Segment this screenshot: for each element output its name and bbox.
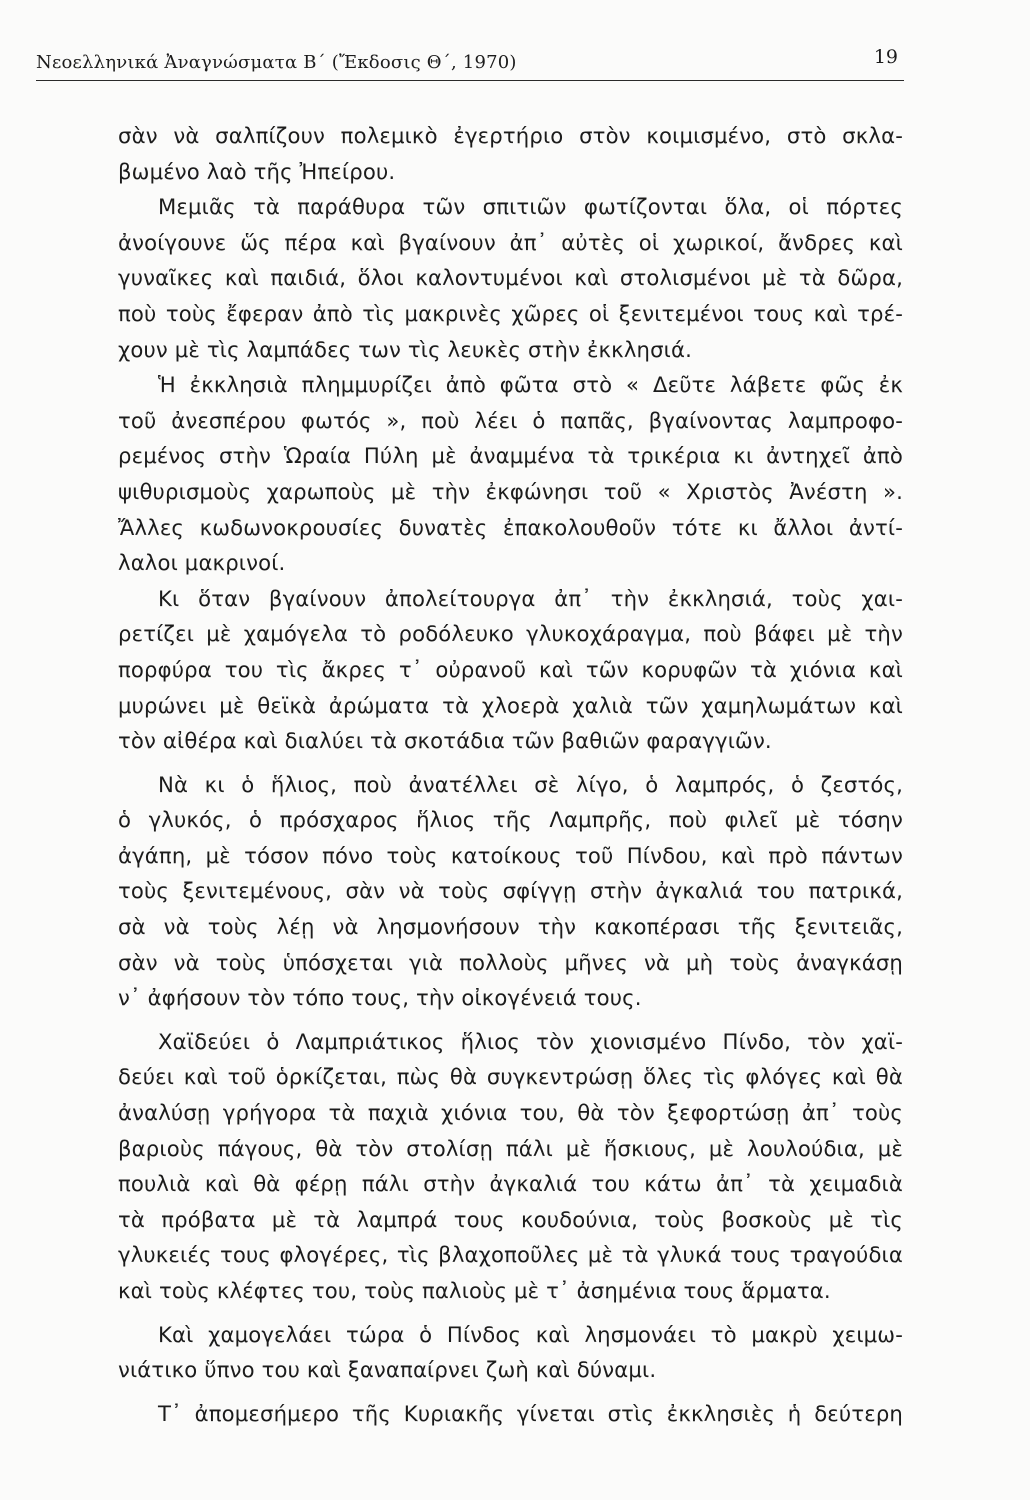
paragraph-gap	[118, 1016, 903, 1024]
text-line: χουν μὲ τὶς λαμπάδες των τὶς λευκὲς στὴν ἐκκλησιά.	[118, 336, 692, 362]
paragraph-first-line: Τ᾽ ἀπομεσήμερο τῆς Κυριακῆς γίνεται στὶς ἐκκλησιὲς ἡ δεύτερη	[158, 1400, 903, 1426]
page-number: 19	[873, 46, 898, 68]
text-line: τὸν αἰθέρα καὶ διαλύει τὰ σκοτάδια τῶν βαθιῶν φαραγγιῶν.	[118, 728, 772, 754]
text-line: ρεμένος στὴν Ὡραία Πύλη μὲ ἀναμμένα τὰ τρικέρια κι ἀντηχεῖ ἀπὸ	[118, 443, 903, 469]
paragraph-first-line: Μεμιᾶς τὰ παράθυρα τῶν σπιτιῶν φωτίζονται ὅλα, οἱ πόρτες	[158, 194, 903, 220]
text-line: ἀγάπη, μὲ τόσον πόνο τοὺς κατοίκους τοῦ Πίνδου, καὶ πρὸ πάντων	[118, 842, 903, 868]
paragraph-first-line: Νὰ κι ὁ ἥλιος, ποὺ ἀνατέλλει σὲ λίγο, ὁ λαμπρός, ὁ ζεστός,	[158, 771, 903, 797]
text-line: βαριοὺς πάγους, θὰ τὸν στολίσῃ πάλι μὲ ἥσκιους, μὲ λουλούδια, μὲ	[118, 1135, 903, 1161]
text-line: γλυκειές τους φλογέρες, τὶς βλαχοποῦλες μὲ τὰ γλυκά τους τραγούδια	[118, 1242, 903, 1268]
text-line: τοῦ ἀνεσπέρου φωτός », ποὺ λέει ὁ παπᾶς, βγαίνοντας λαμπροφο-	[118, 407, 903, 433]
text-line: ψιθυρισμοὺς χαρωποὺς μὲ τὴν ἐκφώνησι τοῦ « Χριστὸς Ἀνέστη ».	[118, 478, 903, 504]
text-line: ν᾽ ἀφήσουν τὸν τόπο τους, τὴν οἰκογένειά τους.	[118, 985, 642, 1011]
text-line: ὁ γλυκός, ὁ πρόσχαρος ἥλιος τῆς Λαμπρῆς, ποὺ φιλεῖ μὲ τόσην	[118, 807, 903, 833]
text-line: γυναῖκες καὶ παιδιά, ὅλοι καλοντυμένοι καὶ στολισμένοι μὲ τὰ δῶρα,	[118, 265, 903, 291]
paragraph-gap	[118, 759, 903, 767]
text-line: πορφύρα του τὶς ἄκρες τ᾽ οὐρανοῦ καὶ τῶν κορυφῶν τὰ χιόνια καὶ	[118, 656, 903, 682]
text-line: ἀναλύσῃ γρήγορα τὰ παχιὰ χιόνια του, θὰ τὸν ξεφορτώσῃ ἀπ᾽ τοὺς	[118, 1100, 903, 1126]
text-line: τὰ πρόβατα μὲ τὰ λαμπρά τους κουδούνια, τοὺς βοσκοὺς μὲ τὶς	[118, 1206, 903, 1232]
text-line: ἀνοίγουνε ὥς πέρα καὶ βγαίνουν ἀπ᾽ αὐτὲς οἱ χωρικοί, ἄνδρες καὶ	[118, 229, 903, 255]
header-title: Νεοελληνικά Ἀναγνώσματα Β΄ (Ἔκδοσις Θ΄, 1970)	[36, 52, 517, 73]
text-line: καὶ τοὺς κλέφτες του, τοὺς παλιοὺς μὲ τ᾽ ἀσημένια τους ἅρματα.	[118, 1278, 831, 1303]
running-header	[36, 46, 904, 81]
text-line: λαλοι μακρινοί.	[118, 550, 286, 576]
text-line: σὰν νὰ σαλπίζουν πολεμικὸ ἐγερτήριο στὸν κοιμισμένο, στὸ σκλα-	[118, 123, 903, 148]
paragraph-first-line: Ἡ ἐκκλησιὰ πλημμυρίζει ἀπὸ φῶτα στὸ « Δεῦτε λάβετε φῶς ἐκ	[158, 372, 903, 398]
paragraph-gap	[118, 1309, 903, 1317]
text-line: τοὺς ξενιτεμένους, σὰν νὰ τοὺς σφίγγῃ στὴν ἀγκαλιά του πατρικά,	[118, 878, 903, 904]
text-line: Ἄλλες κωδωνοκρουσίες δυνατὲς ἐπακολουθοῦν τότε κι ἄλλοι ἀντί-	[118, 514, 903, 540]
text-line: σὰν νὰ τοὺς ὑπόσχεται γιὰ πολλοὺς μῆνες νὰ μὴ τοὺς ἀναγκάσῃ	[118, 949, 903, 975]
text-line: βωμένο λαὸ τῆς Ἠπείρου.	[118, 158, 396, 184]
text-line: ρετίζει μὲ χαμόγελα τὸ ροδόλευκο γλυκοχάραγμα, ποὺ βάφει μὲ τὴν	[118, 621, 903, 647]
paragraph-first-line: Κι ὅταν βγαίνουν ἀπολείτουργα ἀπ᾽ τὴν ἐκκλησιά, τοὺς χαι-	[158, 585, 903, 611]
text-line: σὰ νὰ τοὺς λέῃ νὰ λησμονήσουν τὴν κακοπέρασι τῆς ξενιτειᾶς,	[118, 914, 903, 940]
paragraph-gap	[118, 1388, 903, 1396]
text-line: πουλιὰ καὶ θὰ φέρῃ πάλι στὴν ἀγκαλιά του κάτω ἀπ᾽ τὰ χειμαδιὰ	[118, 1171, 903, 1197]
body-text	[118, 118, 903, 1431]
text-line: δεύει καὶ τοῦ ὁρκίζεται, πὼς θὰ συγκεντρώσῃ ὅλες τὶς φλόγες καὶ θὰ	[118, 1064, 903, 1090]
text-line: ποὺ τοὺς ἔφεραν ἀπὸ τὶς μακρινὲς χῶρες οἱ ξενιτεμένοι τους καὶ τρέ-	[118, 300, 903, 326]
text-line: μυρώνει μὲ θεϊκὰ ἀρώματα τὰ χλοερὰ χαλιὰ τῶν χαμηλωμάτων καὶ	[118, 692, 903, 718]
paragraph-first-line: Καὶ χαμογελάει τώρα ὁ Πίνδος καὶ λησμονάει τὸ μακρὺ χειμω-	[158, 1321, 903, 1347]
text-line: νιάτικο ὕπνο του καὶ ξαναπαίρνει ζωὴ καὶ δύναμι.	[118, 1357, 657, 1383]
paragraph-first-line: Χαϊδεύει ὁ Λαμπριάτικος ἥλιος τὸν χιονισμένο Πίνδο, τὸν χαϊ-	[158, 1028, 903, 1054]
